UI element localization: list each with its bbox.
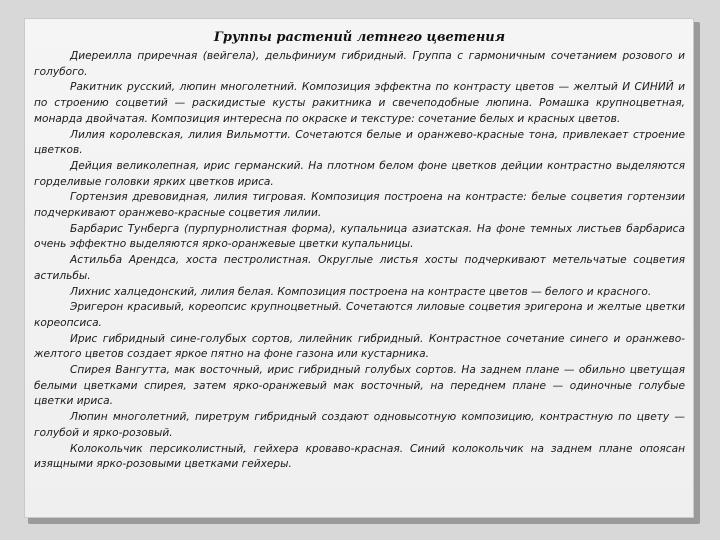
paragraph-2: Ракитник русский, люпин многолетний. Композиция эффектна по контрасту цветов — желтый И СИНИЙ и по строению соцветий — раскидистые кусты ракитника и свечеподобные люпина. Ромашка крупноцветная, монарда двойчатая. Композиция интересна по окраске и текстуре: сочетание белых и красных цветов. bbox=[34, 81, 685, 125]
paragraph-8: Лихнис халцедонский, лилия белая. Композиция построена на контрасте цветов — белого и красного. bbox=[70, 285, 652, 298]
paragraph-11: Спирея Вангутта, мак восточный, ирис гибридный голубых сортов. На заднем плане — обильно цветущая белыми цветками спирея, затем ярко-оранжевый мак восточный, на переднем плане — одиночные голубые цветки ириса. bbox=[34, 364, 685, 408]
paragraph-3: Лилия королевская, лилия Вильмотти. Сочетаются белые и оранжево-красные тона, привлекает строение цветков. bbox=[34, 128, 685, 157]
paragraph-13: Колокольчик персиколистный, гейхера кроваво-красная. Синий колокольчик на заднем плане опоясан изящными ярко-розовыми цветками гейхеры. bbox=[34, 442, 685, 471]
paragraph-9: Эригерон красивый, кореопсис крупноцветный. Сочетаются лиловые соцветия эригерона и желтые цветки кореопсиса. bbox=[34, 301, 685, 329]
paragraph-1: Диереилла приречная (вейгела), дельфиниум гибридный. Группа с гармоничным сочетанием розового и голубого. bbox=[34, 50, 685, 78]
paragraph-7: Астильба Арендса, хоста пестролистная. Округлые листья хосты подчеркивают метельчатые соцветия астильбы. bbox=[34, 254, 685, 282]
paragraph-5: Гортензия древовидная, лилия тигровая. Композиция построена на контрасте: белые соцветия гортензии подчеркивают оранжево-красные соцветия лилии. bbox=[34, 191, 685, 220]
paragraph-6: Барбарис Тунберга (пурпурнолистная форма), купальница азиатская. На фоне темных листьев барбариса очень эффектно выделяются ярко-оранжевые цветки купальницы. bbox=[34, 222, 685, 251]
paragraph-10: Ирис гибридный сине-голубых сортов, лилейник гибридный. Контрастное сочетание синего и оранжево-желтого цветов создает яркое пятно на фоне газона или кустарника. bbox=[34, 332, 685, 361]
paragraph-12: Люпин многолетний, пиретрум гибридный создают одновысотную композицию, контрастную по цвету — голубой и ярко-розовый. bbox=[34, 411, 685, 439]
document-content bbox=[34, 29, 685, 473]
paragraph-4: Дейция великолепная, ирис германский. На плотном белом фоне цветков дейции контрастно выделяются горделивые головки ярких цветков ириса. bbox=[34, 159, 685, 188]
document-page bbox=[24, 18, 694, 518]
page-title: Группы растений летнего цветения bbox=[213, 30, 506, 45]
